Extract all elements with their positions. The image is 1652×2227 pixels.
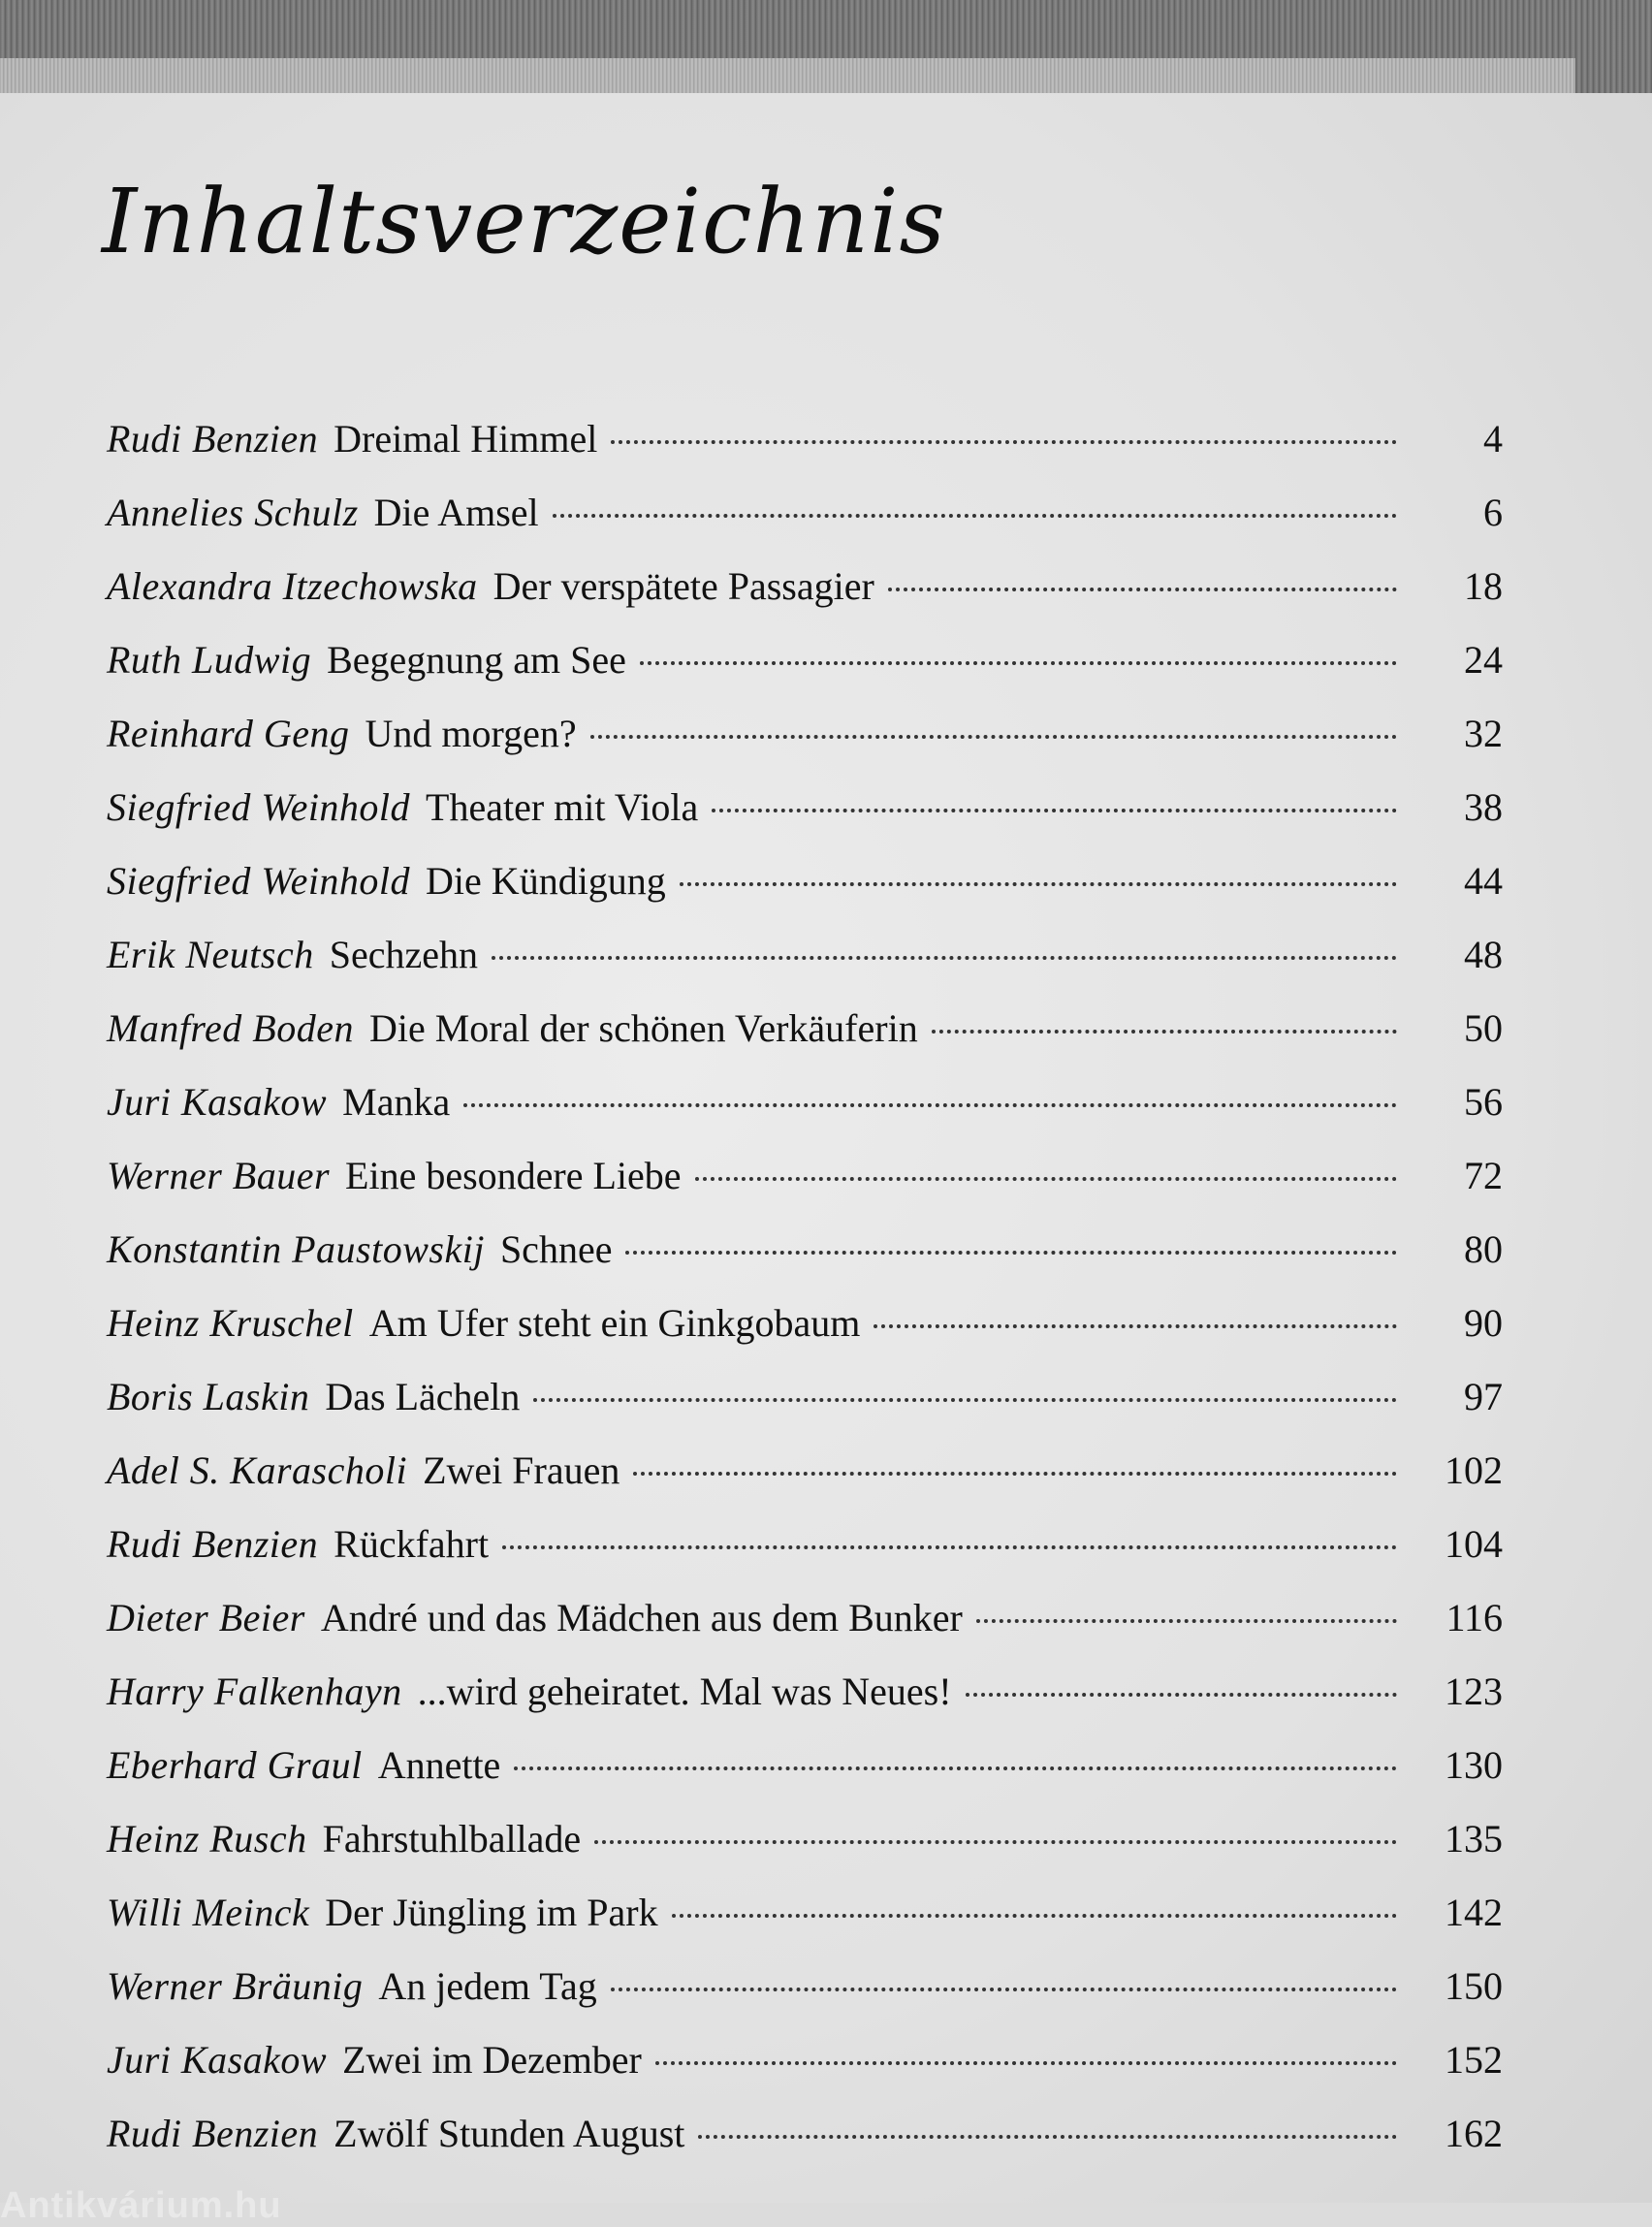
toc-story-title: Schnee	[499, 1227, 613, 1271]
toc-dot-leader	[672, 1914, 1397, 1918]
toc-story-title: Zwei Frauen	[423, 1448, 620, 1492]
toc-dot-leader	[502, 1545, 1397, 1549]
toc-entry	[107, 1729, 1503, 1802]
toc-entry	[107, 2097, 1503, 2171]
toc-story-title: Rückfahrt	[334, 1522, 490, 1566]
toc-story-title: Sechzehn	[329, 933, 478, 976]
watermark: Antikvárium.hu	[0, 2185, 282, 2226]
toc-entry	[107, 1066, 1503, 1139]
toc-page-number: 24	[1464, 638, 1503, 682]
toc-page-number: 72	[1464, 1154, 1503, 1197]
toc-story-title: Das Lächeln	[325, 1375, 521, 1418]
toc-dot-leader	[463, 1103, 1397, 1107]
toc-page-number: 18	[1464, 564, 1503, 608]
toc-dot-leader	[533, 1398, 1397, 1402]
toc-entry	[107, 1950, 1503, 2023]
toc-story-title: Die Kündigung	[426, 859, 666, 903]
toc-entry	[107, 1802, 1503, 1876]
toc-story-title: Zwölf Stunden August	[334, 2112, 685, 2155]
toc-author: Ruth Ludwig	[107, 638, 312, 682]
toc-dot-leader	[611, 1988, 1397, 1991]
toc-dot-leader	[712, 809, 1397, 812]
toc-page-number: 32	[1464, 712, 1503, 755]
toc-story-title: Annette	[377, 1743, 501, 1787]
toc-author: Werner Bräunig	[107, 1964, 364, 2008]
toc-story-title: ...wird geheiratet. Mal was Neues!	[417, 1670, 952, 1713]
toc-story-title: Zwei im Dezember	[342, 2038, 642, 2082]
toc-entry	[107, 697, 1503, 771]
toc-page-number: 152	[1445, 2038, 1503, 2082]
toc-dot-leader	[492, 956, 1397, 960]
toc-entry	[107, 1213, 1503, 1287]
toc-story-title: Dreimal Himmel	[334, 417, 598, 461]
toc-entry	[107, 476, 1503, 550]
toc-story-title: Die Moral der schönen Verkäuferin	[368, 1006, 918, 1050]
book-binding-edge	[0, 58, 1575, 97]
toc-dot-leader	[680, 882, 1397, 886]
toc-entry	[107, 550, 1503, 623]
toc-page-number: 162	[1445, 2112, 1503, 2155]
toc-dot-leader	[698, 2135, 1397, 2139]
toc-story-title: Die Amsel	[373, 491, 539, 534]
toc-author: Werner Bauer	[107, 1154, 331, 1197]
toc-story-title: Fahrstuhlballade	[322, 1817, 582, 1861]
toc-author: Rudi Benzien	[107, 2112, 319, 2155]
toc-entry	[107, 771, 1503, 844]
toc-dot-leader	[514, 1766, 1397, 1770]
toc-entry	[107, 1876, 1503, 1950]
toc-dot-leader	[655, 2061, 1397, 2065]
toc-author: Rudi Benzien	[107, 1522, 319, 1566]
toc-author: Eberhard Graul	[107, 1743, 363, 1787]
toc-entry	[107, 1434, 1503, 1508]
toc-dot-leader	[633, 1472, 1397, 1476]
toc-dot-leader	[590, 735, 1397, 739]
toc-entry	[107, 1655, 1503, 1729]
toc-page-number: 44	[1464, 859, 1503, 903]
toc-author: Alexandra Itzechowska	[107, 564, 478, 608]
toc-page-number: 123	[1445, 1670, 1503, 1713]
toc-story-title: Der verspätete Passagier	[492, 564, 874, 608]
toc-author: Willi Meinck	[107, 1891, 310, 1934]
toc-story-title: Der Jüngling im Park	[325, 1891, 658, 1934]
toc-entry	[107, 844, 1503, 918]
toc-dot-leader	[888, 588, 1397, 591]
toc-author: Juri Kasakow	[107, 2038, 328, 2082]
toc-story-title: Begegnung am See	[327, 638, 626, 682]
toc-author: Siegfried Weinhold	[107, 859, 411, 903]
toc-page-number: 38	[1464, 785, 1503, 829]
toc-story-title: André und das Mädchen aus dem Bunker	[320, 1596, 963, 1639]
toc-page-number: 130	[1445, 1743, 1503, 1787]
toc-page-number: 150	[1445, 1964, 1503, 2008]
toc-entry	[107, 918, 1503, 992]
toc-dot-leader	[611, 440, 1397, 444]
toc-author: Manfred Boden	[107, 1006, 354, 1050]
toc-story-title: An jedem Tag	[378, 1964, 597, 2008]
toc-dot-leader	[640, 661, 1397, 665]
toc-dot-leader	[874, 1324, 1397, 1328]
toc-author: Heinz Rusch	[107, 1817, 307, 1861]
toc-page-number: 6	[1483, 491, 1503, 534]
toc-entry	[107, 1287, 1503, 1360]
toc-author: Harry Falkenhayn	[107, 1670, 402, 1713]
toc-dot-leader	[966, 1693, 1397, 1697]
toc-author: Erik Neutsch	[107, 933, 314, 976]
table-of-contents	[107, 402, 1503, 2171]
toc-story-title: Am Ufer steht ein Ginkgobaum	[368, 1301, 861, 1345]
toc-page-number: 116	[1446, 1596, 1503, 1639]
toc-page-number: 104	[1445, 1522, 1503, 1566]
toc-entry	[107, 2023, 1503, 2097]
toc-entry	[107, 1139, 1503, 1213]
toc-entry	[107, 1581, 1503, 1655]
toc-page-number: 80	[1464, 1227, 1503, 1271]
toc-author: Annelies Schulz	[107, 491, 359, 534]
toc-entry	[107, 623, 1503, 697]
toc-page-number: 48	[1464, 933, 1503, 976]
toc-dot-leader	[553, 514, 1397, 518]
toc-page-number: 56	[1464, 1080, 1503, 1124]
toc-author: Adel S. Karascholi	[107, 1448, 408, 1492]
toc-page-number: 4	[1483, 417, 1503, 461]
page-title: Inhaltsverzeichnis	[102, 170, 946, 273]
toc-author: Konstantin Paustowskij	[107, 1227, 485, 1271]
toc-author: Juri Kasakow	[107, 1080, 328, 1124]
toc-page-number: 142	[1445, 1891, 1503, 1934]
toc-story-title: Manka	[342, 1080, 451, 1124]
toc-author: Rudi Benzien	[107, 417, 319, 461]
toc-entry	[107, 1360, 1503, 1434]
toc-page-number: 50	[1464, 1006, 1503, 1050]
toc-story-title: Theater mit Viola	[426, 785, 699, 829]
toc-page-number: 102	[1445, 1448, 1503, 1492]
toc-dot-leader	[976, 1619, 1397, 1623]
toc-entry	[107, 992, 1503, 1066]
toc-author: Dieter Beier	[107, 1596, 305, 1639]
toc-entry	[107, 1508, 1503, 1581]
toc-author: Boris Laskin	[107, 1375, 310, 1418]
toc-author: Heinz Kruschel	[107, 1301, 354, 1345]
toc-dot-leader	[695, 1177, 1397, 1181]
toc-page-number: 97	[1464, 1375, 1503, 1418]
toc-page-number: 135	[1445, 1817, 1503, 1861]
toc-dot-leader	[594, 1840, 1397, 1844]
toc-entry	[107, 402, 1503, 476]
toc-page-number: 90	[1464, 1301, 1503, 1345]
toc-dot-leader	[625, 1251, 1397, 1255]
toc-author: Reinhard Geng	[107, 712, 350, 755]
toc-story-title: Und morgen?	[365, 712, 577, 755]
toc-author: Siegfried Weinhold	[107, 785, 411, 829]
toc-story-title: Eine besondere Liebe	[345, 1154, 682, 1197]
toc-dot-leader	[932, 1030, 1397, 1034]
